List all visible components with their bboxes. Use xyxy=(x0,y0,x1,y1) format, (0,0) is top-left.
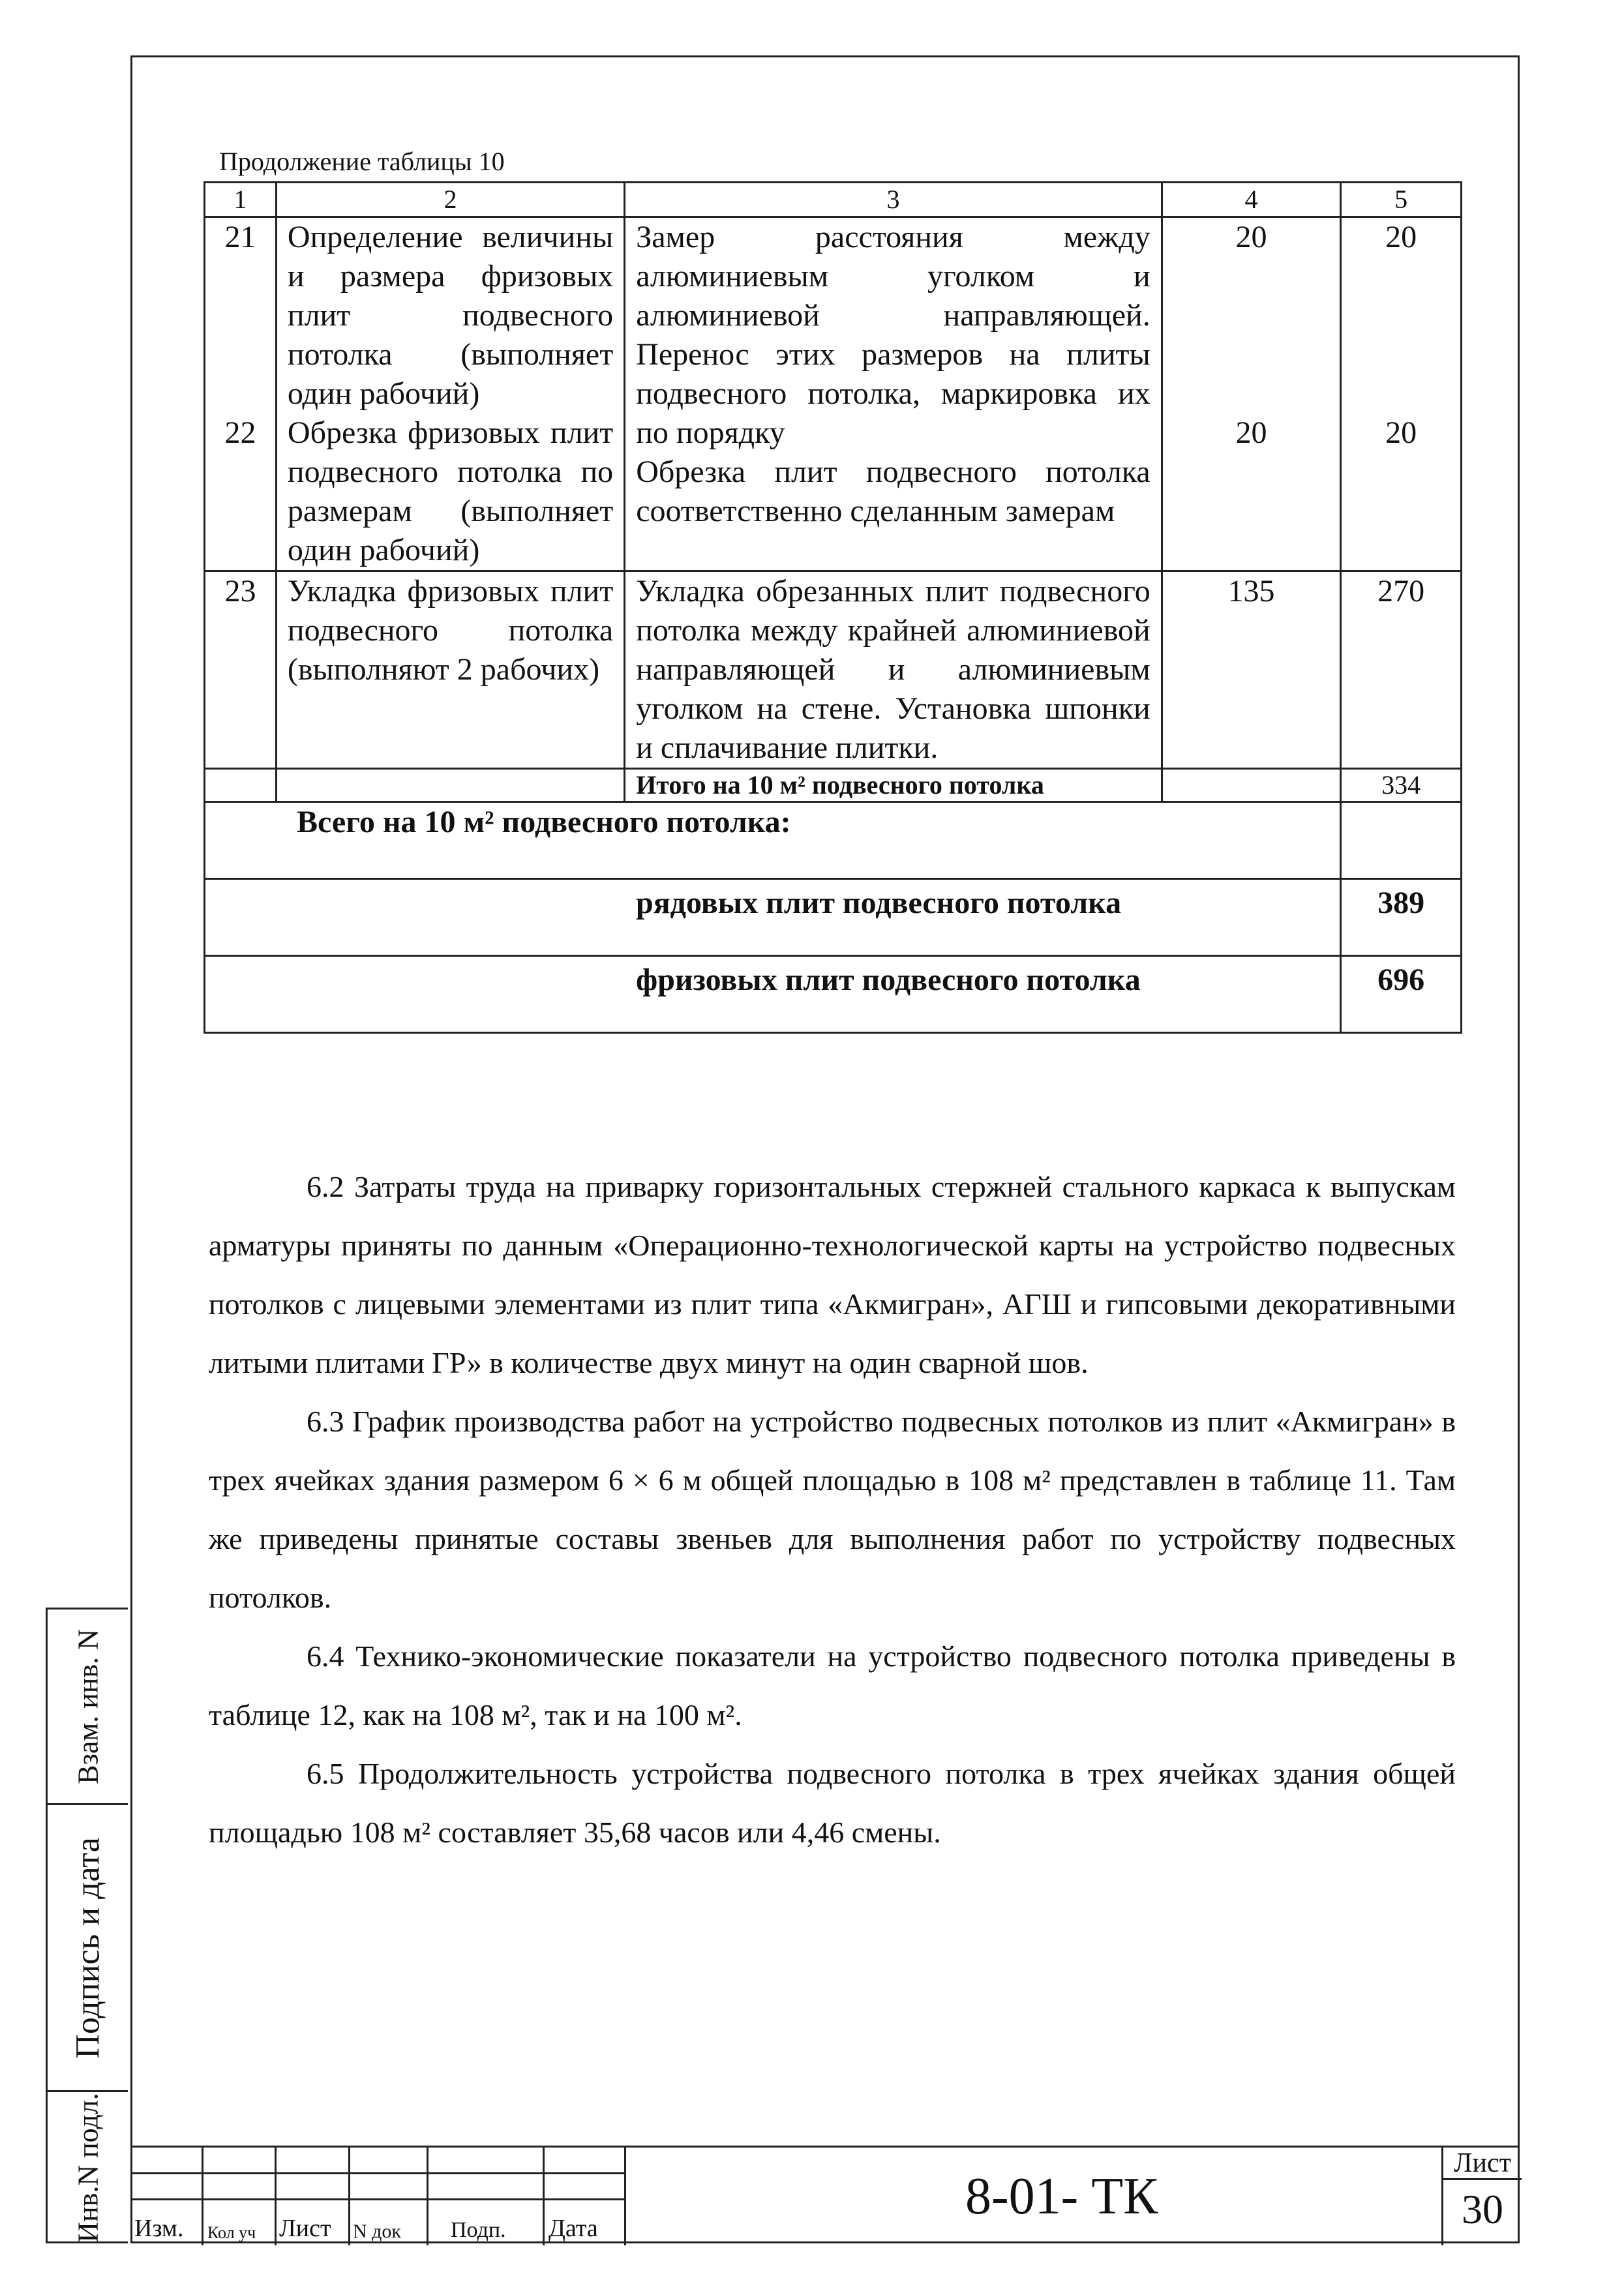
paragraph-6-5: 6.5 Продолжительность устройства подвесного потолка в трех ячейках здания общей площадью 108 м² составляет 35,68 часов или 4,46 смены. xyxy=(209,1757,1456,1849)
side-inv-podl: Инв.N подл. xyxy=(72,2093,104,2243)
empty-cell xyxy=(276,769,624,802)
value-cell xyxy=(1162,217,1340,571)
stamp-kol: Кол уч xyxy=(207,2223,256,2242)
sheet-box xyxy=(1441,2148,1520,2245)
header-cell: 1 xyxy=(205,183,277,217)
subtotal-row xyxy=(205,769,1462,802)
row-22-c5: 20 xyxy=(1385,415,1417,450)
subtotal-label: Итого на 10 м² подвесного потолка xyxy=(625,769,1162,802)
row-21-no: 21 xyxy=(224,220,256,254)
frieze-value: 696 xyxy=(1341,956,1462,1033)
row-23-c4: 135 xyxy=(1162,571,1340,769)
row-21-c4: 20 xyxy=(1235,220,1267,254)
stamp-col xyxy=(545,2148,626,2245)
header-cell: 4 xyxy=(1162,183,1340,217)
header-cell: 2 xyxy=(276,183,624,217)
total-label-text: Всего на 10 м² подвесного потолка: xyxy=(297,805,791,839)
row-23-c5: 270 xyxy=(1341,571,1462,769)
title-block xyxy=(130,2146,1520,2243)
ordinary-cell xyxy=(205,879,1341,956)
row-23-no: 23 xyxy=(205,571,277,769)
side-vzam: Взам. инв. N xyxy=(72,1628,104,1784)
row-23-operation: Укладка фризовых плит подвесного потолка (выполняют 2 рабочих) xyxy=(276,571,624,769)
side-podpis: Подпись и дата xyxy=(69,1836,106,2059)
row-21-c5: 20 xyxy=(1385,220,1417,254)
frieze-row xyxy=(205,956,1462,1033)
side-cell-podpis xyxy=(48,1805,128,2092)
table-header-row xyxy=(205,183,1462,217)
stamp-col xyxy=(429,2148,545,2245)
table-row xyxy=(205,571,1462,769)
stamp-izm: Изм. xyxy=(134,2215,184,2242)
row-number xyxy=(205,217,277,571)
sheet-number: 30 xyxy=(1462,2186,1503,2232)
stamp-col xyxy=(130,2148,203,2245)
row-23-description: Укладка обрезанных плит подвесного потолка между крайней алюминиевой направляющей и алюминиевым уголком на стене. Установка шпонки и сплачивание плитки. xyxy=(625,571,1162,769)
paragraph-6-2: 6.2 Затраты труда на приварку горизонтальных стержней стального каркаса к выпускам арматуры приняты по данным «Операционно-технологической карты на устройство подвесных потолков с лицевыми элементами из плит типа «Акмигран», АГШ и гипсовыми декоративными литыми плитами ГР» в количестве двух минут на один сварной шов. xyxy=(209,1170,1456,1379)
paragraph-6-4: 6.4 Технико-экономические показатели на устройство подвесного потолка приведены в таблице 12, как на 108 м², так и на 100 м². xyxy=(209,1640,1456,1731)
total-label xyxy=(205,802,1341,879)
ordinary-label: рядовых плит подвесного потолка xyxy=(636,886,1122,920)
side-cell-inv xyxy=(48,2092,128,2243)
total-row xyxy=(205,802,1462,879)
row-22-operation: Обрезка фризовых плит подвесного потолка по размерам (выполняет один рабочий) xyxy=(287,415,614,567)
stamp-col xyxy=(277,2148,350,2245)
empty-cell xyxy=(205,769,277,802)
labor-cost-table xyxy=(203,181,1462,1034)
document-code: 8-01- ТК xyxy=(965,2168,1158,2225)
empty-cell xyxy=(1341,802,1462,879)
row-22-description: Обрезка плит подвесного потолка соответственно сделанным замерам xyxy=(636,455,1150,528)
header-cell: 3 xyxy=(625,183,1162,217)
operation-cell xyxy=(276,217,624,571)
frieze-label: фризовых плит подвесного потолка xyxy=(636,963,1141,997)
table-caption: Продолжение таблицы 10 xyxy=(219,147,505,176)
description-cell xyxy=(625,217,1162,571)
header-cell: 5 xyxy=(1341,183,1462,217)
subtotal-value: 334 xyxy=(1341,769,1462,802)
stamp-ndok: N док xyxy=(353,2221,402,2242)
table-row xyxy=(205,217,1462,571)
sheet-label: Лист xyxy=(1443,2148,1522,2180)
stamp-podp: Подп. xyxy=(451,2218,506,2242)
paragraph-6-3: 6.3 График производства работ на устройство подвесных потолков из плит «Акмигран» в трех ячейках здания размером 6 × 6 м общей площадью в 108 м² представлен в таблице 11. Там же приведены принятые составы звеньев для выполнения работ по устройству подвесных потолков. xyxy=(209,1405,1456,1614)
row-21-description: Замер расстояния между алюминиевым уголком и алюминиевой направляющей. Перенос этих размеров на плиты подвесного потолка, маркировка их по порядку xyxy=(636,220,1150,450)
row-22-no: 22 xyxy=(224,415,256,450)
value-cell xyxy=(1341,217,1462,571)
stamp-col xyxy=(203,2148,277,2245)
frieze-cell xyxy=(205,956,1341,1033)
stamp-col xyxy=(350,2148,429,2245)
row-21-operation: Определение величины и размера фризовых плит подвесного потолка (выполняет один рабочий) xyxy=(287,220,614,411)
ordinary-row xyxy=(205,879,1462,956)
empty-cell xyxy=(1162,769,1340,802)
stamp-list: Лист xyxy=(279,2215,331,2242)
side-cell-vzam xyxy=(48,1610,128,1805)
ordinary-value: 389 xyxy=(1341,879,1462,956)
side-stamp xyxy=(46,1608,128,2243)
row-22-c4: 20 xyxy=(1235,415,1267,450)
stamp-data: Дата xyxy=(549,2215,598,2242)
